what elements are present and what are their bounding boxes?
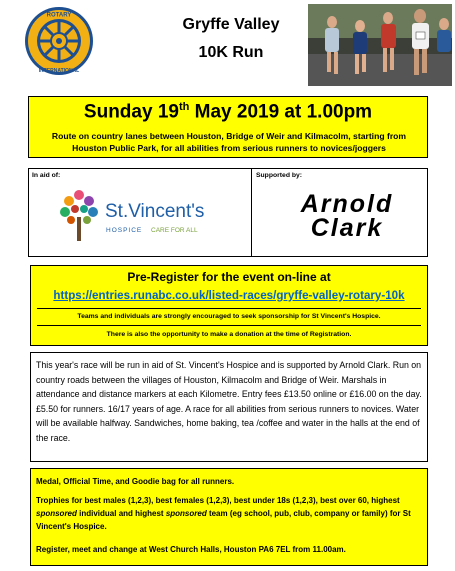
sponsor-line1: Arnold xyxy=(300,190,394,218)
date-banner xyxy=(28,96,428,158)
route-description: Route on country lanes between Houston, Bridge of Weir and Kilmacolm, starting from Houston Public Park, for all abilities from serious runners to novices/joggers xyxy=(51,131,407,153)
registration-link[interactable]: https://entries.runabc.co.uk/listed-races/gryffe-valley-rotary-10k xyxy=(53,289,405,302)
registration-divider xyxy=(37,325,421,326)
logo-text-bottom: INTERNATIONAL xyxy=(38,68,80,74)
medal-text: Medal, Official Time, and Goodie bag for all runners. xyxy=(36,477,235,486)
event-date: Sunday 19th May 2019 at 1.00pm xyxy=(83,101,373,123)
sponsor-line2: Clark xyxy=(310,214,384,242)
sponsorship-note: Teams and individuals are strongly encouraged to seek sponsorship for St Vincent's Hospice. xyxy=(77,313,381,320)
rotary-logo xyxy=(24,6,94,76)
registration-divider xyxy=(37,308,421,309)
sponsors-panel xyxy=(28,168,428,257)
supported-by-label: Supported by: xyxy=(256,172,303,179)
charity-sub2: CARE FOR ALL xyxy=(151,227,198,234)
charity-name: St.Vincent's xyxy=(105,201,205,222)
donation-note: There is also the opportunity to make a donation at the time of Registration. xyxy=(106,331,352,338)
race-info-text: This year's race will be run in aid of St. Vincent's Hospice and is supported by Arnold Clark. Run on country roads between the villages of Houston, Kilmacolm and Bridge of Weir. Marshals in attendance and distance markers at each Kilometre. Entry fees £13.50 online or £16.00 on the day. £5.50 for runners. 16/17 years of age. A race for all abilities from serious runners to novices. Water will be available halfway. Sandwiches, home baking, tea /coffee and water in the halls at the end of the race. xyxy=(36,360,422,443)
race-info-panel xyxy=(30,352,428,462)
charity-sub1: HOSPICE xyxy=(106,227,143,234)
register-location-text: Register, meet and change at West Church Halls, Houston PA6 7EL from 11.00am. xyxy=(36,545,346,554)
sponsor-divider xyxy=(251,169,252,256)
logo-text-top: ROTARY xyxy=(46,12,72,19)
event-title-line2: 10K Run xyxy=(198,44,264,61)
tree-icon xyxy=(57,187,101,243)
trophies-text: Trophies for best males (1,2,3), best females (1,2,3), best under 18s (1,2,3), best over 60, highest sponsored individual and highest sponsored team (eg school, pub, club, company or family) for St Vincent's Hospice. xyxy=(36,496,411,532)
st-vincents-logo xyxy=(57,187,247,249)
event-title-line1: Gryffe Valley xyxy=(182,16,280,33)
registration-title: Pre-Register for the event on-line at xyxy=(127,270,331,284)
registration-panel xyxy=(30,265,428,346)
prizes-panel xyxy=(30,468,428,566)
arnold-clark-logo xyxy=(277,192,417,248)
runners-photo xyxy=(308,4,452,86)
in-aid-of-label: In aid of: xyxy=(32,172,61,179)
